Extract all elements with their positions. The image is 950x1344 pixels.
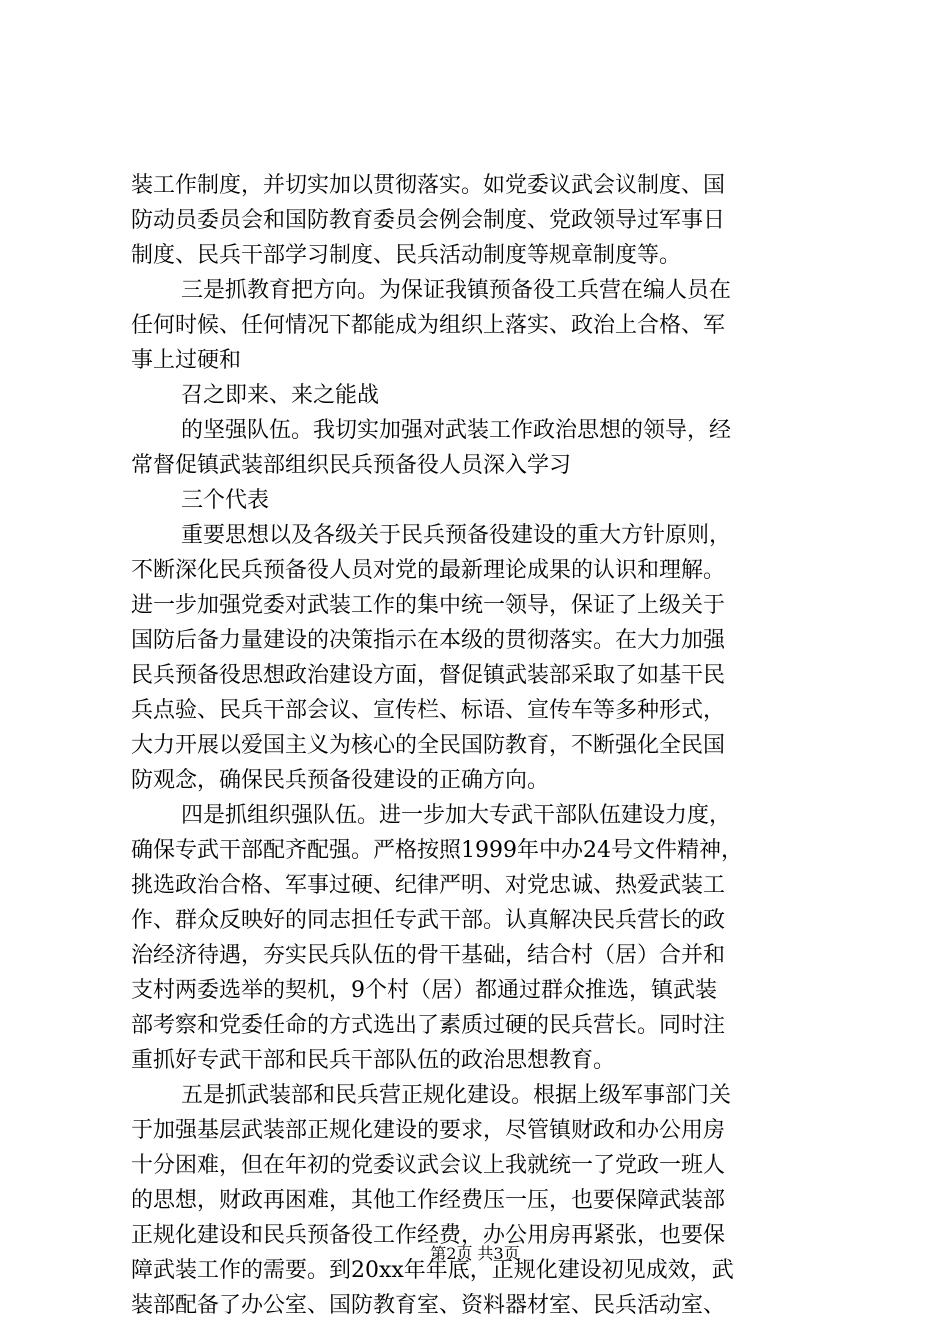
text-line: 重要思想以及各级关于民兵预备役建设的重大方针原则， — [181, 523, 732, 548]
text-line: 事上过硬和 — [131, 348, 242, 373]
page-footer: 第2页 共3页 — [430, 1244, 520, 1263]
text-line: 制度、民兵干部学习制度、民兵活动制度等规章制度等。 — [131, 243, 682, 268]
text-line: 民兵预备役思想政治建设方面，督促镇武装部采取了如基干民 — [131, 663, 726, 688]
text-line: 障武装工作的需要。到20xx年年底，正规化建设初见成效，武 — [131, 1258, 734, 1283]
text-line: 作、群众反映好的同志担任专武干部。认真解决民兵营长的政 — [131, 908, 726, 933]
text-line: 治经济待遇，夯实民兵队伍的骨干基础，结合村（居）合并和 — [131, 943, 726, 968]
text-line: 不断深化民兵预备役人员对党的最新理论成果的认识和理解。 — [131, 558, 726, 583]
text-line: 十分困难，但在年初的党委议武会议上我就统一了党政一班人 — [131, 1153, 726, 1178]
text-line: 正规化建设和民兵预备役工作经费，办公用房再紧张，也要保 — [131, 1223, 726, 1248]
text-line: 的思想，财政再困难，其他工作经费压一压，也要保障武装部 — [131, 1188, 726, 1213]
document-body — [131, 168, 831, 1323]
text-line: 装部配备了办公室、国防教育室、资料器材室、民兵活动室、 — [131, 1293, 726, 1318]
text-line: 召之即来、来之能战 — [181, 383, 380, 408]
text-line: 兵点验、民兵干部会议、宣传栏、标语、宣传车等多种形式， — [131, 698, 726, 723]
text-line: 三是抓教育把方向。为保证我镇预备役工兵营在编人员在 — [181, 278, 732, 303]
text-line: 防动员委员会和国防教育委员会例会制度、党政领导过军事日 — [131, 208, 726, 233]
text-line: 挑选政治合格、军事过硬、纪律严明、对党忠诚、热爱武装工 — [131, 873, 726, 898]
text-line: 三个代表 — [181, 488, 270, 513]
text-line: 确保专武干部配齐配强。严格按照1999年中办24号文件精神， — [131, 838, 743, 863]
text-line: 的坚强队伍。我切实加强对武装工作政治思想的领导，经 — [181, 418, 732, 443]
text-line: 于加强基层武装部正规化建设的要求，尽管镇财政和办公用房 — [131, 1118, 726, 1143]
text-line: 五是抓武装部和民兵营正规化建设。根据上级军事部门关 — [181, 1083, 732, 1108]
text-line: 大力开展以爱国主义为核心的全民国防教育，不断强化全民国 — [131, 733, 726, 758]
text-line: 四是抓组织强队伍。进一步加大专武干部队伍建设力度， — [181, 803, 732, 828]
text-line: 部考察和党委任命的方式选出了素质过硬的民兵营长。同时注 — [131, 1013, 726, 1038]
text-line: 常督促镇武装部组织民兵预备役人员深入学习 — [131, 453, 572, 478]
text-line: 防观念，确保民兵预备役建设的正确方向。 — [131, 768, 550, 793]
text-line: 支村两委选举的契机，9个村（居）都通过群众推选，镇武装 — [131, 978, 717, 1003]
text-line: 国防后备力量建设的决策指示在本级的贯彻落实。在大力加强 — [131, 628, 726, 653]
text-line: 进一步加强党委对武装工作的集中统一领导，保证了上级关于 — [131, 593, 726, 618]
text-line: 重抓好专武干部和民兵干部队伍的政治思想教育。 — [131, 1048, 616, 1073]
text-line: 装工作制度，并切实加以贯彻落实。如党委议武会议制度、国 — [131, 173, 726, 198]
text-line: 任何时候、任何情况下都能成为组织上落实、政治上合格、军 — [131, 313, 726, 338]
